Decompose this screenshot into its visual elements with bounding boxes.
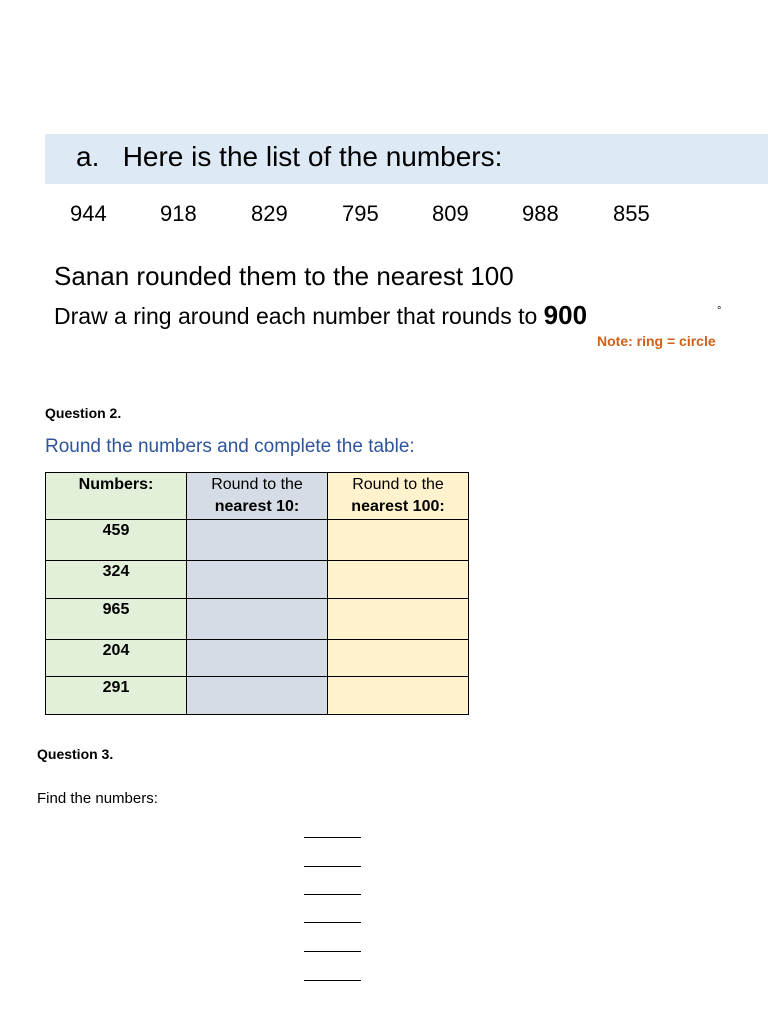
- note-text: Note: ring = circle: [597, 333, 716, 349]
- question-3-title: Question 3.: [37, 746, 114, 762]
- header-numbers: Numbers:: [46, 473, 187, 520]
- ring-instruction-text: Draw a ring around each number that rounds to: [54, 303, 544, 329]
- number-item[interactable]: 918: [160, 201, 197, 226]
- table-row: [46, 599, 469, 640]
- nearest-10-answer-cell[interactable]: [187, 640, 328, 677]
- question-2-instruction: Round the numbers and complete the table:: [45, 436, 415, 457]
- number-cell: 291: [46, 677, 187, 715]
- nearest-10-answer-cell[interactable]: [187, 599, 328, 640]
- table-row: [46, 677, 469, 715]
- degree-mark: °: [717, 305, 722, 317]
- answer-blank[interactable]: [304, 951, 361, 952]
- number-item[interactable]: 944: [70, 201, 107, 226]
- nearest-100-answer-cell[interactable]: [328, 520, 469, 561]
- number-cell: 204: [46, 640, 187, 677]
- nearest-100-answer-cell[interactable]: [328, 561, 469, 599]
- table-header-row: [46, 473, 469, 520]
- number-cell: 324: [46, 561, 187, 599]
- ring-instruction: [54, 300, 587, 331]
- number-item[interactable]: 988: [522, 201, 559, 226]
- question-2-title: Question 2.: [45, 405, 122, 421]
- number-item[interactable]: 829: [251, 201, 288, 226]
- nearest-10-answer-cell[interactable]: [187, 677, 328, 715]
- table-row: [46, 520, 469, 561]
- number-item[interactable]: 795: [342, 201, 379, 226]
- answer-blank[interactable]: [304, 894, 361, 895]
- nearest-100-answer-cell[interactable]: [328, 677, 469, 715]
- answer-blank[interactable]: [304, 866, 361, 867]
- answer-blank[interactable]: [304, 980, 361, 981]
- nearest-100-answer-cell[interactable]: [328, 599, 469, 640]
- nearest-100-answer-cell[interactable]: [328, 640, 469, 677]
- table-row: [46, 561, 469, 599]
- header-nearest-10: Round to the nearest 10:: [187, 473, 328, 520]
- table-row: [46, 640, 469, 677]
- part-a-heading: a. Here is the list of the numbers:: [76, 141, 503, 172]
- number-cell: 965: [46, 599, 187, 640]
- number-item[interactable]: 809: [432, 201, 469, 226]
- nearest-10-answer-cell[interactable]: [187, 561, 328, 599]
- number-item[interactable]: 855: [613, 201, 650, 226]
- number-cell: 459: [46, 520, 187, 561]
- question-3-instruction: Find the numbers:: [37, 790, 158, 807]
- nearest-10-answer-cell[interactable]: [187, 520, 328, 561]
- rounding-statement: Sanan rounded them to the nearest 100: [54, 261, 514, 291]
- rounding-table: [45, 472, 469, 715]
- answer-blank[interactable]: [304, 922, 361, 923]
- target-number: 900: [543, 300, 588, 330]
- answer-blank[interactable]: [304, 837, 361, 838]
- header-nearest-100: Round to the nearest 100:: [328, 473, 469, 520]
